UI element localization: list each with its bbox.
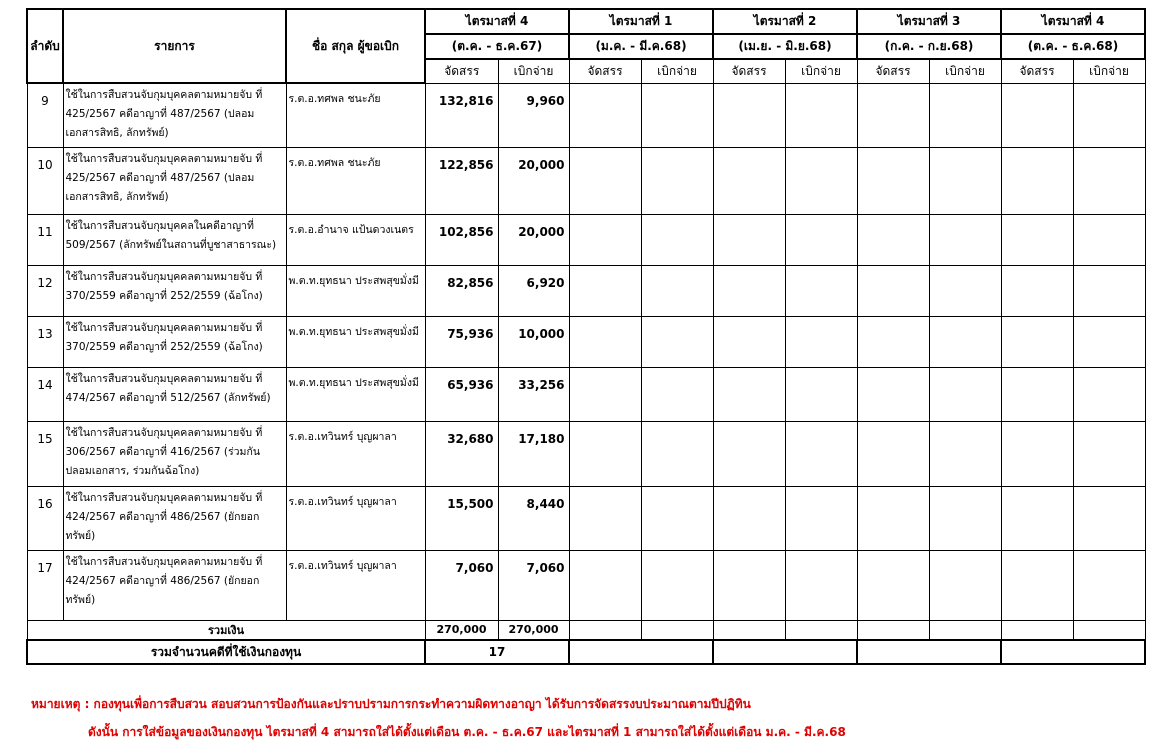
- empty-cell: [641, 316, 713, 367]
- empty-cell: [569, 367, 641, 421]
- table-row: [27, 550, 1145, 620]
- empty-cell: [1073, 620, 1145, 640]
- row-item: ใช้ในการสืบสวนจับกุมบุคคลตามหมายจับ ที่ 306/2567 คดีอาญาที่ 416/2567 (ร่วมกันปลอมเอกสาร, ร่วมกันฉ้อโกง): [63, 421, 286, 486]
- empty-cell: [713, 316, 785, 367]
- empty-cell: [641, 83, 713, 147]
- row-disburse: 8,440: [498, 486, 569, 550]
- row-alloc: 102,856: [425, 214, 498, 265]
- row-item: ใช้ในการสืบสวนจับกุมบุคคลตามหมายจับ ที่ 370/2559 คดีอาญาที่ 252/2559 (ฉ้อโกง): [63, 265, 286, 316]
- header-name: ชื่อ สกุล ผู้ขอเบิก: [286, 9, 425, 83]
- sub-alloc-4: จัดสรร: [857, 59, 929, 83]
- row-alloc: 65,936: [425, 367, 498, 421]
- empty-cell: [785, 83, 857, 147]
- empty-cell: [1073, 214, 1145, 265]
- cases-label: รวมจำนวนคดีที่ใช้เงินกองทุน: [27, 640, 425, 664]
- empty-cell: [857, 83, 929, 147]
- empty-cell: [713, 367, 785, 421]
- header-quarter-4-title: ไตรมาสที่ 3: [857, 9, 1001, 34]
- empty-cell: [929, 147, 1001, 214]
- empty-cell: [1073, 421, 1145, 486]
- row-name: ร.ต.อ.อำนาจ แป้นดวงเนตร: [286, 214, 425, 265]
- sub-disburse-2: เบิกจ่าย: [641, 59, 713, 83]
- row-disburse: 20,000: [498, 147, 569, 214]
- empty-cell: [857, 620, 929, 640]
- row-item: ใช้ในการสืบสวนจับกุมบุคคลตามหมายจับ ที่ 424/2567 คดีอาญาที่ 486/2567 (ยักยอกทรัพย์): [63, 486, 286, 550]
- empty-cell: [713, 214, 785, 265]
- row-disburse: 7,060: [498, 550, 569, 620]
- empty-cell: [713, 620, 785, 640]
- empty-cell: [569, 316, 641, 367]
- empty-cell: [929, 620, 1001, 640]
- note-line-1: หมายเหตุ : กองทุนเพื่อการสืบสวน สอบสวนการป้องกันและปราบปรามการกระทำความผิดทางอาญา ได้รับการจัดสรรงบประมาณตามปีปฏิทิน: [31, 697, 751, 711]
- empty-cell: [857, 147, 929, 214]
- empty-cell: [713, 486, 785, 550]
- header-quarter-1-title: ไตรมาสที่ 4: [425, 9, 569, 34]
- empty-cell: [929, 265, 1001, 316]
- row-item: ใช้ในการสืบสวนจับกุมบุคคลตามหมายจับ ที่ 424/2567 คดีอาญาที่ 486/2567 (ยักยอกทรัพย์): [63, 550, 286, 620]
- row-name: ร.ต.อ.ทศพล ชนะภัย: [286, 83, 425, 147]
- row-item: ใช้ในการสืบสวนจับกุมบุคคลตามหมายจับ ที่ 474/2567 คดีอาญาที่ 512/2567 (ลักทรัพย์): [63, 367, 286, 421]
- empty-cell: [1073, 367, 1145, 421]
- empty-cell: [929, 367, 1001, 421]
- empty-cell: [785, 550, 857, 620]
- empty-cell: [1001, 550, 1073, 620]
- empty-cell: [929, 83, 1001, 147]
- sub-disburse-4: เบิกจ่าย: [929, 59, 1001, 83]
- total-alloc: 270,000: [425, 620, 498, 640]
- table-row: [27, 367, 1145, 421]
- empty-cell: [641, 620, 713, 640]
- row-item: ใช้ในการสืบสวนจับกุมบุคคลตามหมายจับ ที่ 425/2567 คดีอาญาที่ 487/2567 (ปลอมเอกสารสิทธิ, ลักทรัพย์): [63, 83, 286, 147]
- row-number: 16: [27, 486, 63, 550]
- header-quarter-2-range: (ม.ค. - มี.ค.68): [569, 34, 713, 59]
- row-alloc: 32,680: [425, 421, 498, 486]
- empty-cell: [1073, 486, 1145, 550]
- empty-cell: [857, 214, 929, 265]
- empty-cell: [857, 367, 929, 421]
- sub-alloc-1: จัดสรร: [425, 59, 498, 83]
- sub-disburse-3: เบิกจ่าย: [785, 59, 857, 83]
- empty-cell: [569, 147, 641, 214]
- sub-alloc-5: จัดสรร: [1001, 59, 1073, 83]
- row-disburse: 33,256: [498, 367, 569, 421]
- empty-cell: [713, 421, 785, 486]
- empty-cell: [713, 265, 785, 316]
- sub-disburse-5: เบิกจ่าย: [1073, 59, 1145, 83]
- row-disburse: 17,180: [498, 421, 569, 486]
- header-quarter-4-range: (ก.ค. - ก.ย.68): [857, 34, 1001, 59]
- row-name: พ.ต.ท.ยุทธนา ประสพสุขมั่งมี: [286, 265, 425, 316]
- table-row: [27, 316, 1145, 367]
- row-name: พ.ต.ท.ยุทธนา ประสพสุขมั่งมี: [286, 316, 425, 367]
- total-label: รวมเงิน: [27, 620, 425, 640]
- empty-cell: [713, 83, 785, 147]
- empty-cell: [641, 265, 713, 316]
- empty-cell: [929, 316, 1001, 367]
- header-quarter-2-title: ไตรมาสที่ 1: [569, 9, 713, 34]
- empty-cell: [569, 550, 641, 620]
- empty-cell: [1073, 316, 1145, 367]
- row-alloc: 82,856: [425, 265, 498, 316]
- empty-cell: [1001, 421, 1073, 486]
- row-number: 15: [27, 421, 63, 486]
- row-number: 11: [27, 214, 63, 265]
- table-row: [27, 147, 1145, 214]
- empty-cell: [1001, 147, 1073, 214]
- row-number: 9: [27, 83, 63, 147]
- note-line-2: ดังนั้น การใส่ข้อมูลของเงินกองทุน ไตรมาสที่ 4 สามารถใส่ได้ตั้งแต่เดือน ต.ค. - ธ.ค.67 และไตรมาสที่ 1 สามารถใส่ได้ตั้งแต่เดือน ม.ค. - มี.ค.68: [88, 725, 846, 739]
- empty-cell: [857, 486, 929, 550]
- row-number: 14: [27, 367, 63, 421]
- empty-cell: [641, 550, 713, 620]
- total-disburse: 270,000: [498, 620, 569, 640]
- row-alloc: 132,816: [425, 83, 498, 147]
- empty-cell: [929, 486, 1001, 550]
- empty-cell: [929, 421, 1001, 486]
- empty-cell: [857, 316, 929, 367]
- row-number: 12: [27, 265, 63, 316]
- empty-cell: [929, 214, 1001, 265]
- empty-cell: [857, 640, 1001, 664]
- row-number: 13: [27, 316, 63, 367]
- empty-cell: [713, 147, 785, 214]
- empty-cell: [1001, 486, 1073, 550]
- empty-cell: [785, 214, 857, 265]
- empty-cell: [569, 640, 713, 664]
- empty-cell: [1001, 620, 1073, 640]
- row-disburse: 9,960: [498, 83, 569, 147]
- row-disburse: 6,920: [498, 265, 569, 316]
- row-name: พ.ต.ท.ยุทธนา ประสพสุขมั่งมี: [286, 367, 425, 421]
- empty-cell: [713, 640, 857, 664]
- empty-cell: [929, 550, 1001, 620]
- row-name: ร.ต.อ.เทวินทร์ บุญผาลา: [286, 486, 425, 550]
- row-alloc: 75,936: [425, 316, 498, 367]
- table-row: [27, 265, 1145, 316]
- table-row: [27, 486, 1145, 550]
- row-alloc: 122,856: [425, 147, 498, 214]
- empty-cell: [713, 550, 785, 620]
- header-quarter-3-range: (เม.ย. - มิ.ย.68): [713, 34, 857, 59]
- table-row: [27, 83, 1145, 147]
- empty-cell: [641, 147, 713, 214]
- empty-cell: [857, 265, 929, 316]
- empty-cell: [569, 620, 641, 640]
- row-number: 17: [27, 550, 63, 620]
- empty-cell: [569, 486, 641, 550]
- table-row: [27, 214, 1145, 265]
- empty-cell: [785, 265, 857, 316]
- row-item: ใช้ในการสืบสวนจับกุมบุคคลตามหมายจับ ที่ 425/2567 คดีอาญาที่ 487/2567 (ปลอมเอกสารสิทธิ, ลักทรัพย์): [63, 147, 286, 214]
- fund-table: [26, 8, 1146, 665]
- row-item: ใช้ในการสืบสวนจับกุมบุคคลตามหมายจับ ที่ 370/2559 คดีอาญาที่ 252/2559 (ฉ้อโกง): [63, 316, 286, 367]
- sub-alloc-3: จัดสรร: [713, 59, 785, 83]
- empty-cell: [1073, 265, 1145, 316]
- empty-cell: [1001, 367, 1073, 421]
- empty-cell: [785, 421, 857, 486]
- empty-cell: [569, 421, 641, 486]
- row-number: 10: [27, 147, 63, 214]
- row-name: ร.ต.อ.เทวินทร์ บุญผาลา: [286, 550, 425, 620]
- empty-cell: [641, 367, 713, 421]
- empty-cell: [857, 421, 929, 486]
- header-items: รายการ: [63, 9, 286, 83]
- table-row: [27, 421, 1145, 486]
- header-quarter-5-range: (ต.ค. - ธ.ค.68): [1001, 34, 1145, 59]
- empty-cell: [1073, 147, 1145, 214]
- empty-cell: [1001, 214, 1073, 265]
- header-order: ลำดับ: [27, 9, 63, 83]
- row-alloc: 7,060: [425, 550, 498, 620]
- empty-cell: [785, 486, 857, 550]
- empty-cell: [1073, 550, 1145, 620]
- empty-cell: [785, 316, 857, 367]
- empty-cell: [641, 421, 713, 486]
- empty-cell: [1001, 265, 1073, 316]
- row-name: ร.ต.อ.เทวินทร์ บุญผาลา: [286, 421, 425, 486]
- row-disburse: 20,000: [498, 214, 569, 265]
- header-quarter-5-title: ไตรมาสที่ 4: [1001, 9, 1145, 34]
- empty-cell: [785, 147, 857, 214]
- empty-cell: [785, 620, 857, 640]
- row-disburse: 10,000: [498, 316, 569, 367]
- sub-alloc-2: จัดสรร: [569, 59, 641, 83]
- row-alloc: 15,500: [425, 486, 498, 550]
- row-name: ร.ต.อ.ทศพล ชนะภัย: [286, 147, 425, 214]
- empty-cell: [1001, 83, 1073, 147]
- empty-cell: [569, 265, 641, 316]
- empty-cell: [569, 83, 641, 147]
- empty-cell: [1073, 83, 1145, 147]
- empty-cell: [785, 367, 857, 421]
- empty-cell: [857, 550, 929, 620]
- sub-disburse-1: เบิกจ่าย: [498, 59, 569, 83]
- header-quarter-1-range: (ต.ค. - ธ.ค.67): [425, 34, 569, 59]
- empty-cell: [1001, 316, 1073, 367]
- empty-cell: [641, 214, 713, 265]
- empty-cell: [569, 214, 641, 265]
- row-item: ใช้ในการสืบสวนจับกุมบุคคลในคดีอาญาที่ 509/2567 (ลักทรัพย์ในสถานที่บูชาสาธารณะ): [63, 214, 286, 265]
- empty-cell: [1001, 640, 1145, 664]
- empty-cell: [641, 486, 713, 550]
- header-quarter-3-title: ไตรมาสที่ 2: [713, 9, 857, 34]
- cases-count: 17: [425, 640, 569, 664]
